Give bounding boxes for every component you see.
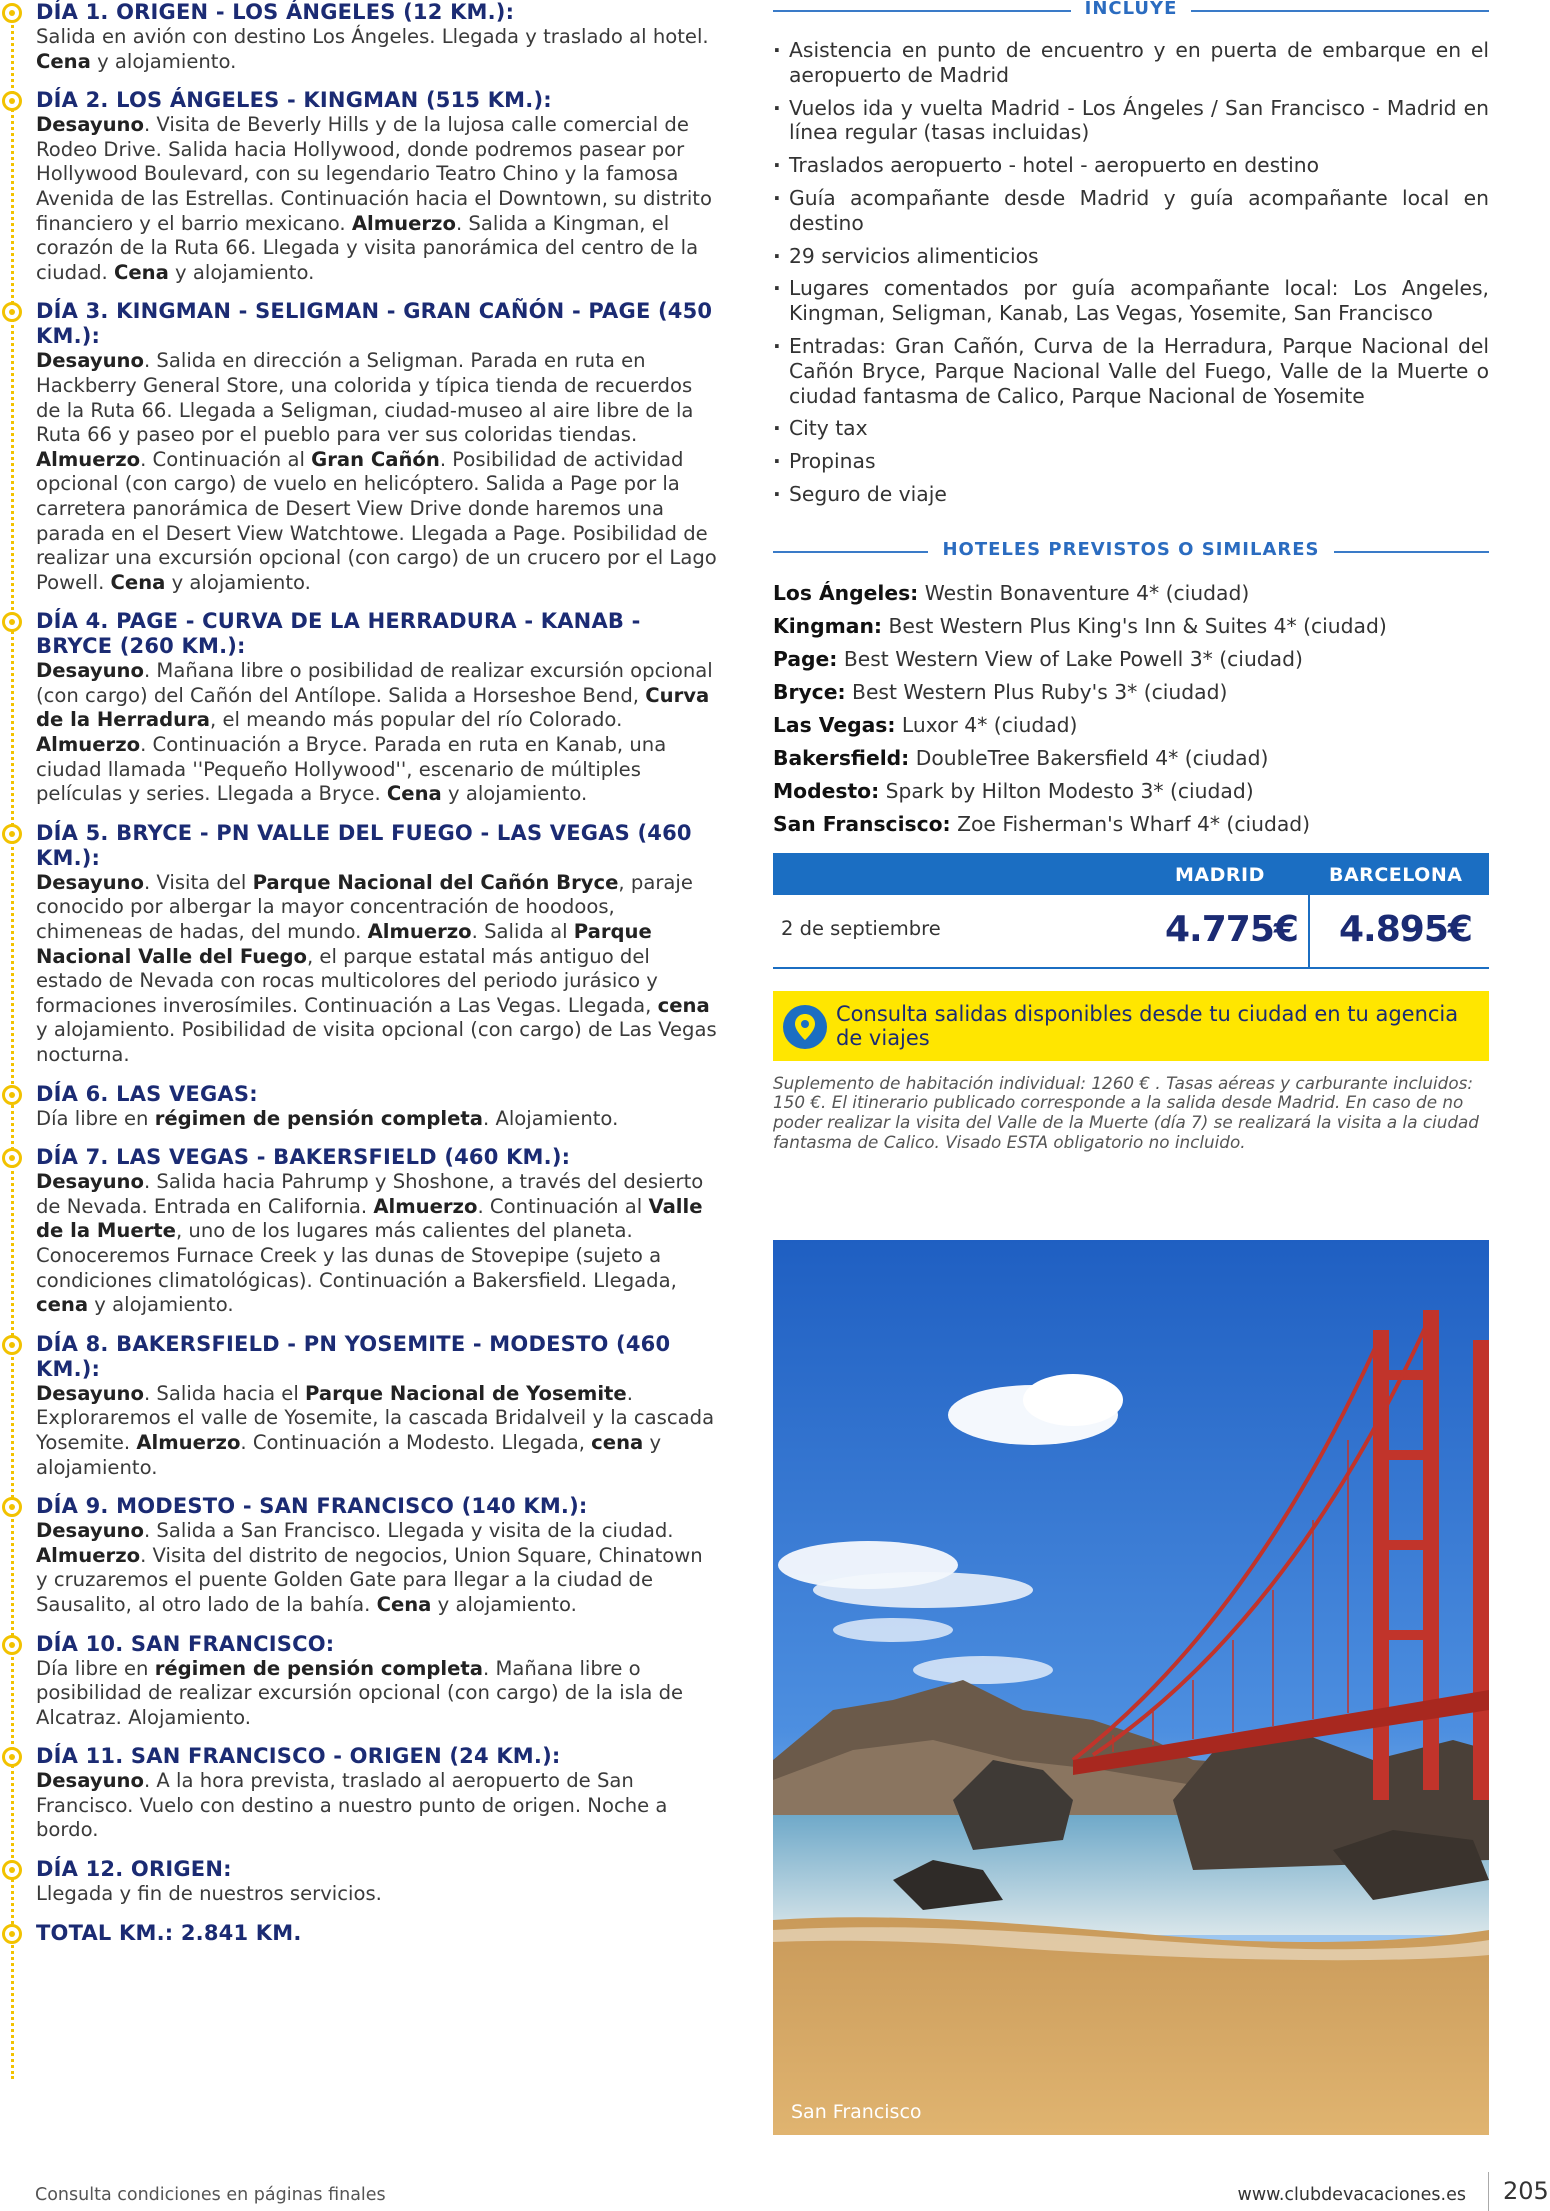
includes-item: · Seguro de viaje — [773, 482, 1489, 507]
day-title: DÍA 8. BAKERSFIELD - PN YOSEMITE - MODESTO (460 KM.): — [36, 1331, 671, 1381]
itinerary-day — [8, 609, 718, 807]
day-highlight: Almuerzo — [136, 1430, 241, 1454]
day-text: . Mañana libre o posibilidad de realizar excursión opcional (con cargo) del Cañón del Antílope. Salida a Horseshoe Bend, — [36, 659, 713, 707]
timeline-marker-icon — [2, 1497, 22, 1517]
hotel-name: Best Western Plus Ruby's 3* (ciudad) — [845, 679, 1228, 704]
hotel-row — [773, 746, 1489, 770]
hotel-city: Bryce: — [773, 679, 846, 704]
day-text: . Mañana libre o posibilidad de realizar excursión opcional (con cargo) de la isla de Alcatraz. Alojamiento. — [36, 1656, 684, 1729]
itinerary-day — [8, 1857, 718, 1907]
includes-item: · 29 servicios alimenticios — [773, 244, 1489, 269]
days-container — [8, 0, 718, 1907]
day-description — [36, 1382, 718, 1480]
itinerary-day — [8, 1494, 718, 1617]
includes-item: · Propinas — [773, 449, 1489, 474]
hotel-city: San Franscisco: — [773, 811, 951, 836]
day-title: DÍA 4. PAGE - CURVA DE LA HERRADURA - KANAB - BRYCE (260 KM.): — [36, 609, 641, 659]
footer-separator — [1488, 2172, 1489, 2211]
day-title: DÍA 3. KINGMAN - SELIGMAN - GRAN CAÑÓN - PAGE (450 KM.): — [36, 299, 713, 349]
hotel-city: Kingman: — [773, 613, 882, 638]
itinerary-day — [8, 1082, 718, 1132]
day-title: DÍA 6. LAS VEGAS: — [36, 1081, 258, 1106]
includes-item: · Asistencia en punto de encuentro y en puerta de embarque en el aeropuerto de Madrid — [773, 38, 1489, 88]
includes-item: · Vuelos ida y vuelta Madrid - Los Ángeles / San Francisco - Madrid en línea regular (tasas incluidas) — [773, 96, 1489, 146]
day-highlight: Cena — [386, 782, 442, 806]
day-highlight: Cena — [376, 1592, 432, 1616]
hotel-city: Los Ángeles: — [773, 580, 919, 605]
day-highlight: Almuerzo — [36, 733, 141, 757]
timeline-marker-icon — [2, 1860, 22, 1880]
day-text: Día libre en — [36, 1656, 155, 1680]
timeline-marker-icon — [2, 302, 22, 322]
hotel-row — [773, 680, 1489, 704]
day-text: . Salida a Kingman, el corazón de la Ruta 66. Llegada y visita panorámica del centro de la ciudad. — [36, 211, 699, 284]
hotel-city: Las Vegas: — [773, 712, 896, 737]
day-description — [36, 1170, 718, 1318]
itinerary-day — [8, 1744, 718, 1843]
day-text: y alojamiento. — [165, 570, 311, 594]
hotel-name: Best Western View of Lake Powell 3* (ciudad) — [837, 646, 1303, 671]
hotel-name: Zoe Fisherman's Wharf 4* (ciudad) — [950, 811, 1311, 836]
day-highlight: Almuerzo — [351, 211, 456, 235]
day-highlight: Desayuno — [36, 1170, 144, 1194]
includes-heading-label: INCLUYE — [1071, 0, 1192, 19]
itinerary-day — [8, 1145, 718, 1318]
timeline-marker-icon — [2, 1335, 22, 1355]
includes-item: · Traslados aeropuerto - hotel - aeropuerto en destino — [773, 153, 1489, 178]
price-madrid: 4.775€ — [1165, 908, 1298, 950]
timeline-marker-icon — [2, 1635, 22, 1655]
day-description — [36, 113, 718, 285]
day-text: . Salida a San Francisco. Llegada y visita de la ciudad. — [143, 1519, 674, 1543]
day-text: , el meando más popular del río Colorado. — [210, 708, 623, 732]
hotel-row — [773, 581, 1489, 605]
day-highlight: Curva de la Herradura — [36, 683, 710, 732]
day-highlight: Almuerzo — [36, 447, 141, 471]
day-highlight: Desayuno — [36, 113, 144, 137]
itinerary-day — [8, 88, 718, 285]
price-divider — [1308, 895, 1310, 969]
day-description — [36, 1657, 718, 1731]
day-description — [36, 1769, 718, 1843]
day-highlight: Desayuno — [36, 1769, 144, 1793]
hotel-row — [773, 713, 1489, 737]
day-description — [36, 25, 718, 74]
day-text: y alojamiento. — [441, 782, 588, 806]
day-highlight: Desayuno — [36, 659, 144, 683]
timeline-marker-icon — [2, 1148, 22, 1168]
day-highlight: Desayuno — [36, 870, 144, 894]
day-text: , paraje conocido por albergar la mayor concentración de hoodoos, chimeneas de hadas, del mundo. — [36, 870, 693, 944]
itinerary-day — [8, 1632, 718, 1731]
day-text: . Continuación a Bryce. Parada en ruta en Kanab, una ciudad llamada ''Pequeño Hollywood'', escenario de múltiples películas y series. Llegada a Bryce. — [36, 733, 667, 806]
day-title: DÍA 9. MODESTO - SAN FRANCISCO (140 KM.): — [36, 1494, 588, 1519]
timeline-marker-icon — [2, 1085, 22, 1105]
hotel-city: Modesto: — [773, 778, 880, 803]
price-table — [773, 853, 1489, 969]
footer-url[interactable]: www.clubdevacaciones.es — [1237, 2185, 1466, 2205]
day-title: DÍA 10. SAN FRANCISCO: — [36, 1631, 335, 1656]
hotel-name: Luxor 4* (ciudad) — [895, 712, 1078, 737]
hotels-heading — [773, 539, 1489, 565]
day-highlight: Almuerzo — [36, 1543, 141, 1567]
day-highlight: régimen de pensión completa — [154, 1656, 483, 1680]
day-description — [36, 1519, 718, 1617]
footer-conditions: Consulta condiciones en páginas finales — [35, 2185, 386, 2205]
timeline-marker-icon — [2, 91, 22, 111]
hotel-name: DoubleTree Bakersfield 4* (ciudad) — [909, 745, 1269, 770]
day-text: Salida en avión con destino Los Ángeles. Llegada y traslado al hotel. — [36, 25, 709, 48]
includes-heading — [773, 0, 1489, 24]
includes-item: · Entradas: Gran Cañón, Curva de la Herradura, Parque Nacional del Cañón Bryce, Parque Nacional Valle del Fuego, Valle de la Muerte o ciudad fantasma de Calico, Parque Nacional de Yosemite — [773, 334, 1489, 408]
day-description — [36, 659, 718, 807]
day-text: . A la hora prevista, traslado al aeropuerto de San Francisco. Vuelo con destino a nuestro punto de origen. Noche a bordo. — [36, 1769, 668, 1842]
day-text: , uno de los lugares más calientes del planeta. Conoceremos Furnace Creek y las dunas de Stovepipe (sujeto a condiciones climatológicas). Continuación a Bakersfield. Llegada, — [36, 1219, 677, 1292]
day-title: DÍA 2. LOS ÁNGELES - KINGMAN (515 KM.): — [36, 88, 552, 113]
day-highlight: cena — [657, 993, 710, 1017]
day-highlight: Almuerzo — [373, 1194, 478, 1218]
day-text: . Salida en dirección a Seligman. Parada en ruta en Hackberry General Store, una colorida y típica tienda de recuerdos de la Ruta 66. Llegada a Seligman, ciudad-museo al aire libre de la Ruta 66 y paseo por el pueblo para ver sus coloridas tiendas. — [36, 349, 694, 447]
day-highlight: Parque Nacional de Yosemite — [305, 1381, 627, 1405]
day-text: y alojamiento. — [168, 260, 315, 284]
hotel-list — [773, 581, 1489, 836]
hotel-row — [773, 779, 1489, 803]
day-highlight: Cena — [113, 260, 169, 284]
day-title: DÍA 7. LAS VEGAS - BAKERSFIELD (460 KM.): — [36, 1145, 571, 1170]
day-highlight: cena — [591, 1430, 644, 1454]
photo-caption: San Francisco — [791, 2101, 922, 2123]
day-text: . Exploraremos el valle de Yosemite, la cascada Bridalveil y la cascada Yosemite. — [36, 1381, 715, 1454]
day-text: . Visita del distrito de negocios, Union Square, Chinatown y cruzaremos el puente Golden Gate para llegar a la ciudad de Sausalito, al otro lado de la bahía. — [36, 1543, 703, 1616]
hotel-name: Best Western Plus King's Inn & Suites 4* (ciudad) — [882, 613, 1387, 638]
day-highlight: Parque Nacional Valle del Fuego — [36, 920, 652, 968]
itinerary-column — [8, 0, 718, 1946]
day-title: DÍA 1. ORIGEN - LOS ÁNGELES (12 KM.): — [36, 0, 515, 24]
day-text: . Continuación al — [477, 1194, 649, 1218]
itinerary-day — [8, 299, 718, 595]
day-title: DÍA 11. SAN FRANCISCO - ORIGEN (24 KM.): — [36, 1744, 561, 1769]
day-text: . Salida hacia el — [143, 1381, 306, 1405]
itinerary-day — [8, 1332, 718, 1480]
hotel-row — [773, 812, 1489, 836]
day-title: DÍA 12. ORIGEN: — [36, 1857, 232, 1882]
day-text: . Alojamiento. — [483, 1106, 619, 1130]
fine-print-notes: Suplemento de habitación individual: 1260 € . Tasas aéreas y carburante incluidos: 150 €. El itinerario publicado corresponde a la salida desde Madrid. En caso de no poder realizar la visita del Valle de la Muerte (día 7) se realizará la visita a la ciudad fantasma de Calico. Visado ESTA obligatorio no incluido. — [773, 1072, 1479, 1152]
page-number: 205 — [1503, 2177, 1549, 2205]
hotel-name: Westin Bonaventure 4* (ciudad) — [918, 580, 1250, 605]
day-text: . Salida al — [471, 920, 574, 944]
total-km: TOTAL KM.: 2.841 KM. — [36, 1920, 302, 1945]
day-text: , el parque estatal más antiguo del estado de Nevada con rocas multicolores del periodo jurásico y formaciones inverosímiles. Continuación a Las Vegas. Llegada, — [36, 944, 658, 1017]
golden-gate-photo — [773, 1240, 1489, 2135]
column-madrid: MADRID — [1175, 863, 1265, 886]
day-text: y alojamiento. — [36, 1430, 662, 1479]
day-highlight: Cena — [36, 49, 91, 73]
departure-date: 2 de septiembre — [781, 916, 941, 940]
hotel-row — [773, 647, 1489, 671]
timeline-marker-icon — [2, 612, 22, 632]
hotel-city: Bakersfield: — [773, 745, 910, 770]
column-barcelona: BARCELONA — [1329, 863, 1463, 886]
day-text: . Visita de Beverly Hills y de la lujosa calle comercial de Rodeo Drive. Salida hacia Hollywood, donde podremos pasear por Hollywood Boulevard, con su legendario Teatro Chino y la famosa Avenida de las Estrellas. Continuación hacia el Downtown, su distrito financiero y el barrio mexicano. — [36, 113, 712, 235]
day-text: . Continuación al — [140, 447, 312, 471]
location-pin-icon — [783, 1005, 827, 1049]
hotel-city: Page: — [773, 646, 838, 671]
day-text: . Visita del — [143, 870, 253, 894]
day-description — [36, 871, 718, 1068]
timeline-marker-icon — [2, 1747, 22, 1767]
day-text: Día libre en — [36, 1106, 155, 1130]
timeline-marker-icon — [2, 824, 22, 844]
day-description — [36, 1107, 718, 1132]
departures-banner[interactable] — [773, 991, 1489, 1061]
hotel-row — [773, 614, 1489, 638]
day-text: y alojamiento. — [90, 49, 237, 73]
day-text: . Salida hacia Pahrump y Shoshone, a través del desierto de Nevada. Entrada en California. — [36, 1170, 704, 1218]
day-highlight: Parque Nacional del Cañón Bryce — [252, 870, 619, 894]
day-highlight: Desayuno — [36, 1519, 144, 1543]
day-text: . Continuación a Modesto. Llegada, — [240, 1430, 592, 1454]
day-description — [36, 1882, 718, 1907]
day-title: DÍA 5. BRYCE - PN VALLE DEL FUEGO - LAS VEGAS (460 KM.): — [36, 820, 692, 870]
includes-item: · Lugares comentados por guía acompañante local: Los Angeles, Kingman, Seligman, Kanab, Las Vegas, Yosemite, San Francisco — [773, 276, 1489, 326]
day-text: . Posibilidad de actividad opcional (con cargo) de vuelo en helicóptero. Salida a Page por la carretera panorámica de Desert View Drive donde haremos una parada en el Desert View Watchtowe. Llegada a Page. Posibilidad de realizar una excursión opcional (con cargo) de un crucero por el Lago Powell. — [36, 447, 717, 594]
hotel-name: Spark by Hilton Modesto 3* (ciudad) — [879, 778, 1254, 803]
price-row — [773, 895, 1489, 969]
day-highlight: Desayuno — [36, 1381, 144, 1405]
day-highlight: cena — [36, 1293, 89, 1317]
day-text: y alojamiento. — [431, 1592, 577, 1616]
banner-text: Consulta salidas disponibles desde tu ciudad en tu agencia de viajes — [836, 1001, 1459, 1050]
itinerary-day — [8, 0, 718, 74]
day-highlight: Cena — [110, 570, 166, 594]
day-highlight: Valle de la Muerte — [36, 1194, 703, 1243]
info-column — [773, 0, 1489, 2123]
day-highlight: Gran Cañón — [311, 447, 440, 471]
day-text: y alojamiento. — [88, 1293, 234, 1317]
itinerary-total — [8, 1921, 718, 1946]
includes-item: · Guía acompañante desde Madrid y guía acompañante local en destino — [773, 186, 1489, 236]
timeline-marker-icon — [2, 1924, 22, 1944]
hotels-heading-label: HOTELES PREVISTOS O SIMILARES — [928, 539, 1333, 560]
price-table-header — [773, 853, 1489, 895]
day-text: y alojamiento. Posibilidad de visita opcional (con cargo) de Las Vegas nocturna. — [36, 1018, 717, 1066]
price-barcelona: 4.895€ — [1339, 908, 1472, 950]
day-highlight: Almuerzo — [367, 920, 472, 944]
day-highlight: Desayuno — [36, 349, 144, 373]
timeline-marker-icon — [2, 3, 22, 23]
day-description — [36, 349, 718, 595]
itinerary-day — [8, 821, 718, 1068]
day-text: Llegada y fin de nuestros servicios. — [36, 1882, 382, 1906]
includes-list — [773, 38, 1489, 507]
includes-item: · City tax — [773, 416, 1489, 441]
day-highlight: régimen de pensión completa — [154, 1106, 483, 1130]
